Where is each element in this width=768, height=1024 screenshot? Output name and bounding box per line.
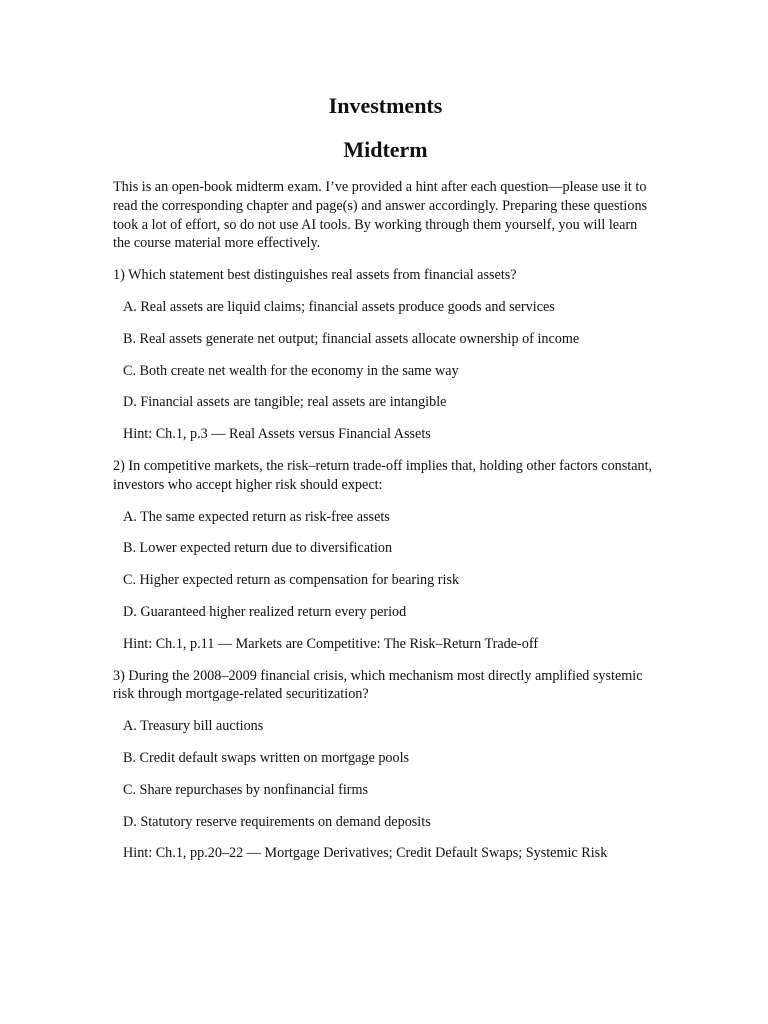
document-subtitle: Midterm [343, 137, 428, 162]
exam-document [113, 92, 658, 876]
question-block [113, 667, 658, 864]
answer-option: C. Higher expected return as compensation for bearing risk [123, 572, 460, 589]
answer-option: B. Credit default swaps written on mortgage pools [123, 749, 410, 766]
document-title: Investments [328, 93, 443, 118]
answer-option: A. Real assets are liquid claims; financial assets produce goods and services [123, 298, 555, 315]
question-hint: Hint: Ch.1, pp.20–22 — Mortgage Derivatives; Credit Default Swaps; Systemic Risk [123, 845, 608, 862]
intro-paragraph: This is an open-book midterm exam. I’ve provided a hint after each question—please use it to read the corresponding chapter and page(s) and answer accordingly. Preparing these questions took a lot of effort, so do not use AI tools. By working through them yourself, you will learn the course material more effectively. [113, 179, 648, 252]
answer-option: A. The same expected return as risk-free assets [123, 508, 390, 525]
answer-option: B. Real assets generate net output; financial assets allocate ownership of income [123, 330, 580, 347]
question-block [113, 266, 658, 444]
answer-option: C. Both create net wealth for the economy in the same way [123, 362, 459, 379]
question-prompt: 1) Which statement best distinguishes real assets from financial assets? [113, 267, 517, 284]
answer-option: D. Financial assets are tangible; real assets are intangible [123, 394, 447, 411]
question-hint: Hint: Ch.1, p.3 — Real Assets versus Financial Assets [123, 426, 431, 443]
question-prompt: 2) In competitive markets, the risk–return trade-off implies that, holding other factors constant, investors who accept higher risk should expect: [113, 457, 653, 493]
answer-option: A. Treasury bill auctions [123, 718, 264, 735]
answer-option: B. Lower expected return due to diversification [123, 540, 393, 557]
answer-option: C. Share repurchases by nonfinancial firms [123, 781, 369, 798]
question-hint: Hint: Ch.1, p.11 — Markets are Competitive: The Risk–Return Trade-off [123, 635, 539, 652]
answer-option: D. Guaranteed higher realized return every period [123, 603, 407, 620]
answer-option: D. Statutory reserve requirements on demand deposits [123, 813, 431, 830]
question-prompt: 3) During the 2008–2009 financial crisis, which mechanism most directly amplified systemic risk through mortgage-related securitization? [113, 667, 643, 703]
question-block [113, 457, 658, 654]
